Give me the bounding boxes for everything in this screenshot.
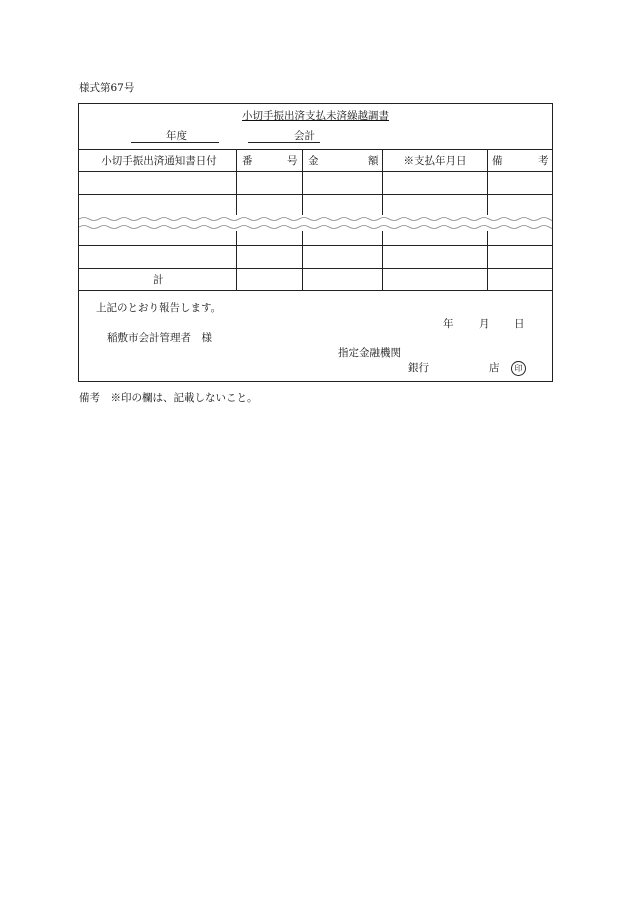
report-text: 上記のとおり報告します。 <box>96 302 222 314</box>
fiscal-year-label: 年度 <box>166 130 187 142</box>
column-header-remarks-left: 備 <box>492 155 503 167</box>
account-label: 会計 <box>294 130 315 142</box>
row-rule <box>79 245 552 246</box>
form-number: 様式第67号 <box>79 82 135 94</box>
institution-label: 指定金融機関 <box>338 347 401 359</box>
branch-label: 店 <box>489 362 500 374</box>
column-header-amount-left: 金 <box>308 155 319 167</box>
header-top-rule <box>79 149 552 150</box>
wavy-break-lines <box>79 215 552 231</box>
footnote: 備考 ※印の欄は、記載しないこと。 <box>79 392 258 404</box>
column-header-payment-date: ※支払年月日 <box>403 155 467 167</box>
column-header-remarks-right: 考 <box>538 155 549 167</box>
table-break <box>79 215 552 231</box>
column-header-number-right: 号 <box>287 155 298 167</box>
row-rule <box>79 268 552 269</box>
date-month: 月 <box>479 318 490 330</box>
total-label: 計 <box>153 274 164 286</box>
column-header-amount-right: 額 <box>368 155 379 167</box>
seal-mark: 印 <box>511 361 526 376</box>
date-year: 年 <box>443 318 454 330</box>
addressee: 稲敷市会計管理者 様 <box>107 332 212 344</box>
form-title-text: 小切手振出済支払未済繰越調書 <box>242 110 389 122</box>
form-title <box>79 110 552 123</box>
column-header-number-left: 番 <box>242 155 253 167</box>
row-rule <box>79 194 552 195</box>
bank-label: 銀行 <box>408 362 429 374</box>
form-box <box>78 103 553 382</box>
table-bottom-rule <box>79 290 552 291</box>
row-rule <box>79 171 552 172</box>
date-day: 日 <box>514 318 525 330</box>
column-header-notice-date: 小切手振出済通知書日付 <box>101 155 217 167</box>
